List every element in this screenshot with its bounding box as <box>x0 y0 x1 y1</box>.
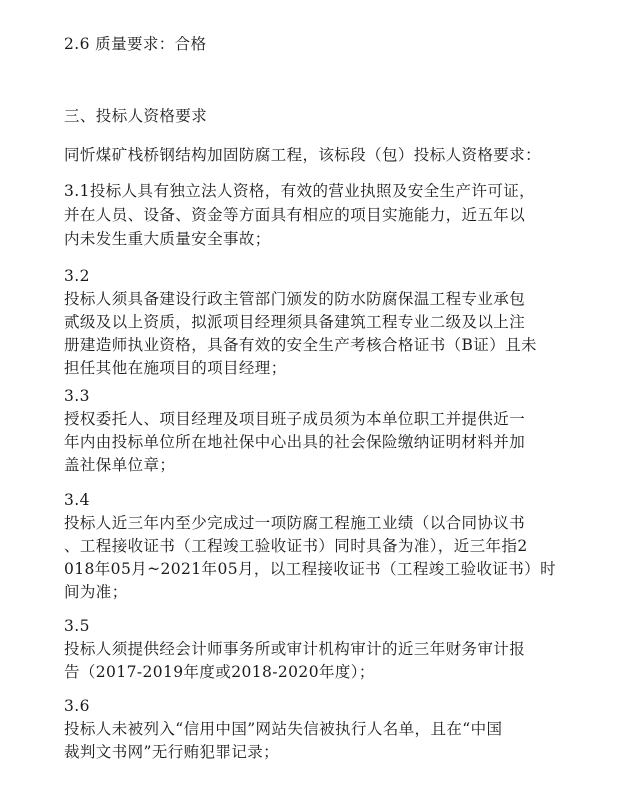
item-3-2-number: 3.2 <box>64 267 90 285</box>
item-3-3-number: 3.3 <box>64 387 90 405</box>
item-3-4-line-1: 投标人近三年内至少完成过一项防腐工程施工业绩（以合同协议书 <box>64 514 526 532</box>
item-3-5-number: 3.5 <box>64 617 90 635</box>
item-3-3-line-1: 授权委托人、项目经理及项目班子成员须为本单位职工并提供近一 <box>64 410 526 428</box>
quality-requirement: 2.6 质量要求：合格 <box>64 35 207 53</box>
item-3-4-number: 3.4 <box>64 491 90 509</box>
item-3-2-line-2: 贰级及以上资质，拟派项目经理须具备建筑工程专业二级及以上注 <box>64 313 526 331</box>
item-3-5-line-1: 投标人须提供经会计师事务所或审计机构审计的近三年财务审计报 <box>64 640 526 658</box>
item-3-1-line-2: 并在人员、设备、资金等方面具有相应的项目实施能力，近五年以 <box>64 206 526 224</box>
item-3-2-line-3: 册建造师执业资格，具备有效的安全生产考核合格证书（B证）且未 <box>64 336 537 354</box>
item-3-1-line-3: 内未发生重大质量安全事故； <box>64 230 271 248</box>
intro-paragraph: 同忻煤矿栈桥钢结构加固防腐工程，该标段（包）投标人资格要求： <box>64 146 542 164</box>
item-3-6-number: 3.6 <box>64 697 90 715</box>
item-3-4-line-2: 、工程接收证书（工程竣工验收证书）同时具备为准），近三年指2 <box>64 537 528 555</box>
item-3-1-line-1: 3.1投标人具有独立法人资格，有效的营业执照及安全生产许可证， <box>64 182 536 200</box>
item-3-3-line-3: 盖社保单位章； <box>64 456 176 474</box>
item-3-6-line-1: 投标人未被列入“信用中国”网站失信被执行人名单，且在“中国 <box>64 720 503 738</box>
item-3-3-line-2: 年内由投标单位所在地社保中心出具的社会保险缴纳证明材料并加 <box>64 433 526 451</box>
item-3-4-line-3: 018年05月~2021年05月，以工程接收证书（工程竣工验收证书）时 <box>64 560 556 578</box>
item-3-5-line-2: 告（2017-2019年度或2018-2020年度）； <box>64 663 375 681</box>
item-3-4-line-4: 间为准； <box>64 583 128 601</box>
item-3-6-line-2: 裁判文书网”无行贿犯罪记录； <box>64 743 280 761</box>
section-heading: 三、投标人资格要求 <box>64 107 208 125</box>
item-3-2-line-4: 担任其他在施项目的项目经理； <box>64 359 287 377</box>
item-3-2-line-1: 投标人须具备建设行政主管部门颁发的防水防腐保温工程专业承包 <box>64 290 526 308</box>
